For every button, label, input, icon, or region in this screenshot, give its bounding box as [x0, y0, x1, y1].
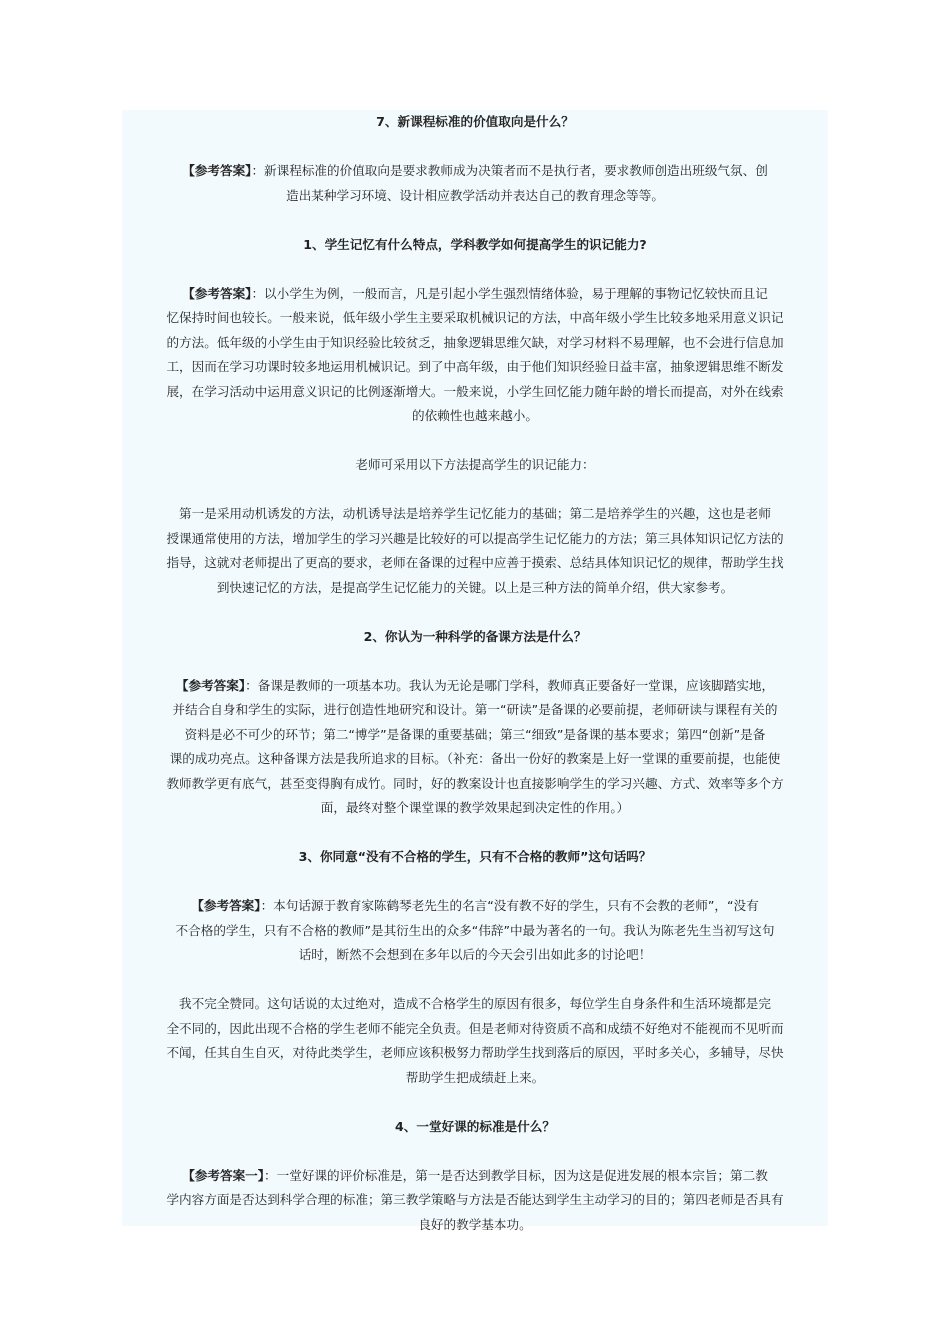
question-4-answer: 【参考答案一】：一堂好课的评价标准是，第一是否达到教学目标，因为这是促进发展的根本宗旨；第二教 学内容方面是否达到科学合理的标准；第三教学策略与方法是否能达到学生主动学习的目的；第四老师是否具有 良好的教学基本功。: [166, 1167, 784, 1232]
question-1-methods: 第一是采用动机诱发的方法，动机诱导法是培养学生记忆能力的基础；第二是培养学生的兴趣，这也是老师 授课通常使用的方法，增加学生的学习兴趣是比较好的可以提高学生记忆能力的方法；第三具体知识记忆方法的 指导，这就对老师提出了更高的要求，老师在备课的过程中应善于摸索、总结具体知识记忆的规律，帮助学生找 到快速记忆的方法，是提高学生记忆能力的关键。以上是三种方法的简单介绍，供大家参考。: [166, 506, 784, 595]
question-1-title: 1、学生记忆有什么特点，学科教学如何提高学生的识记能力?: [303, 236, 647, 252]
answer-label: 【参考答案一】: [182, 1167, 265, 1183]
question-2-answer: 【参考答案】：备课是教师的一项基本功。我认为无论是哪门学科，教师真正要备好一堂课，应该脚踏实地， 并结合自身和学生的实际，进行创造性地研究和设计。第一“研读”是备课的必要前提，老师研读与课程有关的 资料是必不可少的环节；第二“博学”是备课的重要基础；第三“细致”是备课的基本要求；第四“创新”是备 课的成功亮点。这种备课方法是我所追求的目标。（补充：备出一份好的教案是上好一堂课的重要前提，也能使 教师教学更有底气，甚至变得胸有成竹。同时，好的教案设计也直接影响学生的学习兴趣、方式、效率等多个方 面，最终对整个课堂课的教学效果起到决定性的作用。）: [166, 677, 784, 815]
question-1-method-intro: 老师可采用以下方法提高学生的识记能力：: [355, 457, 595, 472]
question-3-opinion: 我不完全赞同。这句话说的太过绝对，造成不合格学生的原因有很多，每位学生自身条件和生活环境都是完 全不同的，因此出现不合格的学生老师不能完全负责。但是老师对待资质不高和成绩不好绝对不能视而不见听而 不闻，任其自生自灭，对待此类学生，老师应该积极努力帮助学生找到落后的原因，平时多关心，多辅导，尽快 帮助学生把成绩赶上来。: [166, 996, 784, 1085]
question-3-answer: 【参考答案】：本句话源于教育家陈鹤琴老先生的名言“没有教不好的学生，只有不会教的老师”，“没有 不合格的学生，只有不合格的教师”是其衍生出的众多“伟辞”中最为著名的一句。我认为陈老先生当初写这句 话时，断然不会想到在多年以后的今天会引出如此多的讨论吧！: [175, 898, 775, 962]
question-7-answer: 【参考答案】：新课程标准的价值取向是要求教师成为决策者而不是执行者，要求教师创造出班级气氛、创 造出某种学习环境、设计相应教学活动并表达自己的教育理念等等。: [182, 163, 768, 203]
question-4-title: 4、一堂好课的标准是什么？: [395, 1118, 555, 1134]
question-3-title: 3、你同意“没有不合格的学生，只有不合格的教师”这句话吗？: [298, 849, 652, 864]
answer-label: 【参考答案】: [182, 285, 252, 301]
document-content: [122, 110, 828, 1237]
question-1-answer: 【参考答案】：以小学生为例，一般而言，凡是引起小学生强烈情绪体验，易于理解的事物记忆较快而且记 忆保持时间也较长。一般来说，低年级小学生主要采取机械识记的方法，中高年级小学生比较多地采用意义识记 的方法。低年级的小学生由于知识经验比较贫乏，抽象逻辑思维欠缺，对学习材料不易理解，也不会进行信息加 工，因而在学习功课时较多地运用机械识记。到了中高年级，由于他们知识经验日益丰富，抽象逻辑思维不断发 展，在学习活动中运用意义识记的比例逐渐增大。一般来说，小学生回忆能力随年龄的增长而提高，对外在线索 的依赖性也越来越小。: [166, 285, 784, 423]
answer-label: 【参考答案】: [191, 898, 261, 913]
question-7-title: 7、新课程标准的价值取向是什么？: [376, 114, 574, 129]
answer-label: 【参考答案】: [182, 163, 252, 178]
answer-label: 【参考答案】: [175, 677, 246, 693]
question-2-title: 2、你认为一种科学的备课方法是什么？: [363, 628, 587, 644]
